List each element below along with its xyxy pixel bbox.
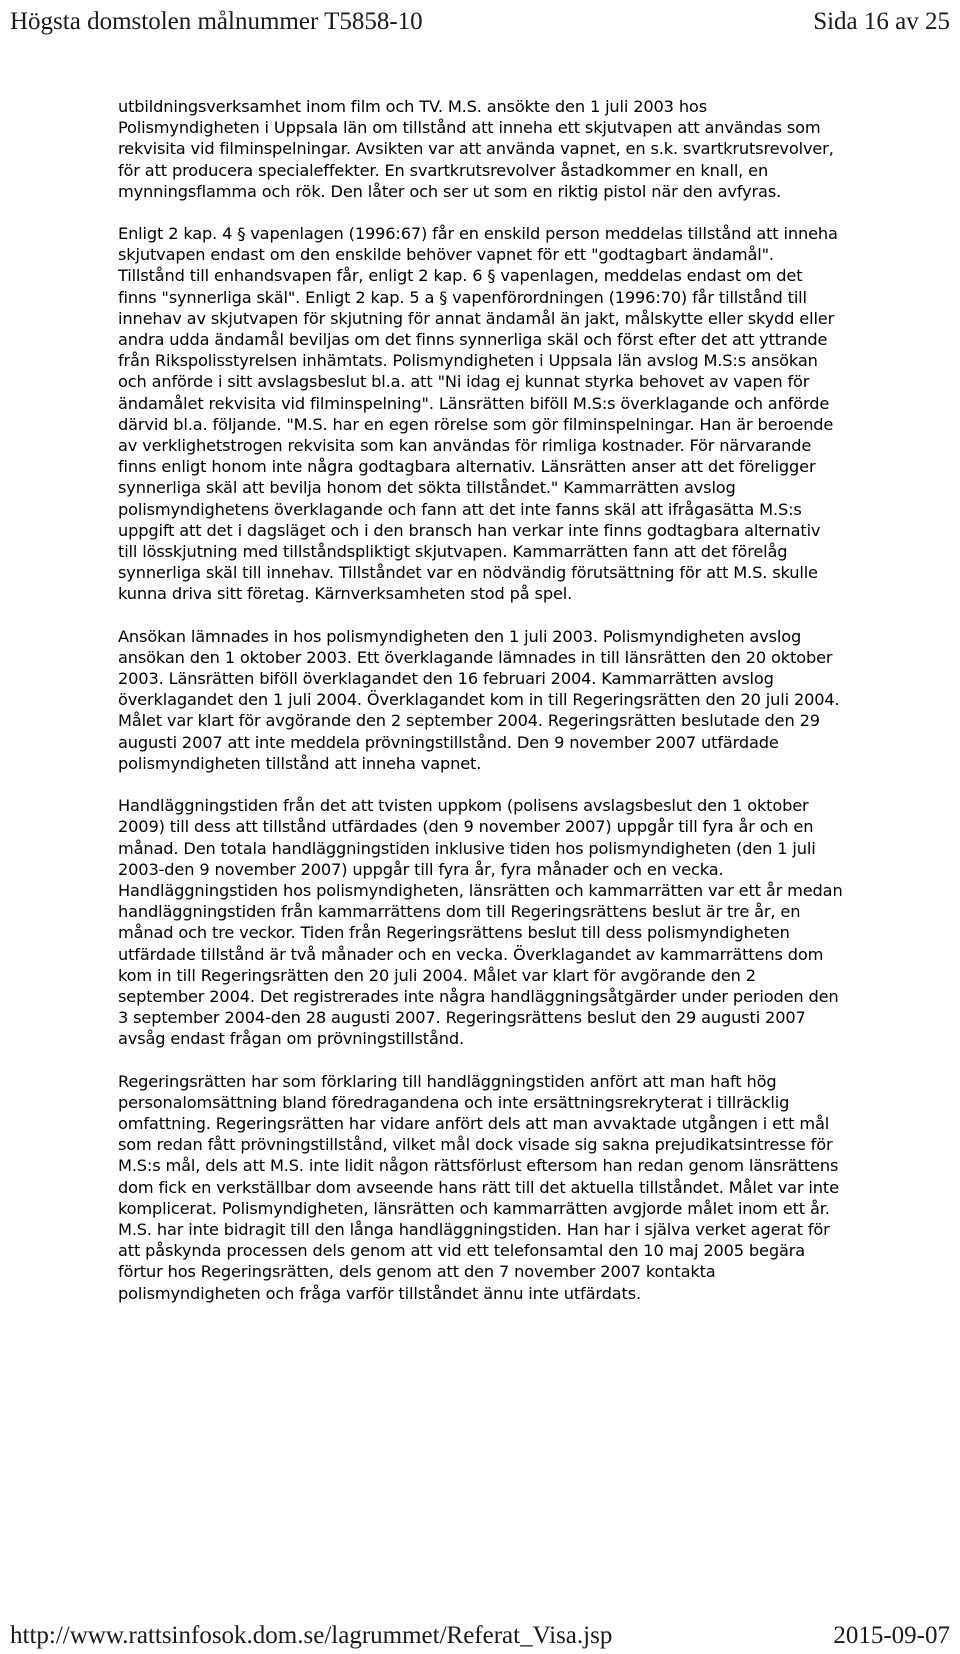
paragraph: Ansökan lämnades in hos polismyndigheten den 1 juli 2003. Polismyndigheten avslog ansökan den 1 oktober 2003. Ett överklagande lämnades in till länsrätten den 20 oktober 2003. Länsrätten biföll överklagandet den 16 februari 2004. Kammarrätten avslog överklagandet den 1 juli 2004. Överklagandet kom in till Regeringsrätten den 20 juli 2004. Målet var klart för avgörande den 2 september 2004. Regeringsrätten beslutade den 29 augusti 2007 att inte meddela prövningstillstånd. Den 9 november 2007 utfärdade polismyndigheten tillstånd att inneha vapnet. (118, 626, 840, 773)
page-footer (10, 1622, 950, 1654)
page-header (10, 8, 950, 48)
paragraph: utbildningsverksamhet inom film och TV. M.S. ansökte den 1 juli 2003 hos Polismyndigheten i Uppsala län om tillstånd att inneha ett skjutvapen att användas som rekvisita vid filminspelningar. Avsikten var att använda vapnet, en s.k. svartkrutsrevolver, för att producera specialeffekter. En svartkrutsrevolver åstadkommer en knall, en mynningsflamma och rök. Den låter och ser ut som en riktig pistol när den avfyras. (118, 97, 834, 201)
paragraph: Regeringsrätten har som förklaring till handläggningstiden anfört att man haft hög personalomsättning bland föredragandena och inte ersättningsrekryterat i tillräcklig omfattning. Regeringsrätten har vidare anfört dels att man avvaktade utgången i ett mål som redan fått prövningstillstånd, vilket mål dock visade sig sakna prejudikatsintresse för M.S:s mål, dels att M.S. inte lidit någon rättsförlust eftersom han redan genom länsrättens dom fick en verkställbar dom avseende hans rätt till det aktuella tillståndet. Målet var inte komplicerat. Polismyndigheten, länsrätten och kammarrätten avgjorde målet inom ett år. M.S. har inte bidragit till den långa handläggningstiden. Han har i själva verket agerat för att påskynda processen dels genom att vid ett telefonsamtal den 10 maj 2005 begära förtur hos Regeringsrätten, dels genom att den 7 november 2007 kontakta polismyndigheten och fråga varför tillståndet ännu inte utfärdats. (118, 1071, 839, 1303)
source-url: http://www.rattsinfosok.dom.se/lagrummet/Referat_Visa.jsp (10, 1622, 613, 1649)
page-number: Sida 16 av 25 (813, 8, 950, 35)
document-body (118, 96, 843, 1325)
print-date: 2015-09-07 (833, 1622, 950, 1649)
paragraph: Enligt 2 kap. 4 § vapenlagen (1996:67) får en enskild person meddelas tillstånd att inneha skjutvapen endast om den enskilde behöver vapnet för ett "godtagbart ändamål". Tillstånd till enhandsvapen får, enligt 2 kap. 6 § vapenlagen, meddelas endast om det finns "synnerliga skäl". Enligt 2 kap. 5 a § vapenförordningen (1996:70) får tillstånd till innehav av skjutvapen för skjutning för annat ändamål än jakt, målskytte eller skydd eller andra udda ändamål beviljas om det finns synnerliga skäl och först efter det att yttrande från Rikspolisstyrelsen inhämtats. Polismyndigheten i Uppsala län avslog M.S:s ansökan och anförde i sitt avslagsbeslut bl.a. att "Ni idag ej kunnat styrka behovet av vapen för ändamålet rekvisita vid filminspelning". Länsrätten biföll M.S:s överklagande och anförde därvid bl.a. följande. "M.S. har en egen rörelse som gör filminspelningar. Han är beroende av verklighetstrogen rekvisita som kan användas för rimliga kostnader. För närvarande finns enligt honom inte några godtagbara alternativ. Länsrätten anser att det föreligger synnerliga skäl att bevilja honom det sökta tillståndet." Kammarrätten avslog polismyndighetens överklagande och fann att det inte fanns skäl att ifrågasätta M.S:s uppgift att det i dagsläget och i den bransch han verkar inte finns godtagbara alternativ till lösskjutning med tillståndspliktigt skjutvapen. Kammarrätten fann att det förelåg synnerliga skäl till innehav. Tillståndet var en nödvändig förutsättning för att M.S. skulle kunna driva sitt företag. Kärnverksamheten stod på spel. (118, 224, 838, 604)
paragraph: Handläggningstiden från det att tvisten uppkom (polisens avslagsbeslut den 1 oktober 2009) till dess att tillstånd utfärdades (den 9 november 2007) uppgår till fyra år och en månad. Den totala handläggningstiden inklusive tiden hos polismyndigheten (den 1 juli 2003-den 9 november 2007) uppgår till fyra år, fyra månader och en vecka. Handläggningstiden hos polismyndigheten, länsrätten och kammarrätten var ett år medan handläggningstiden från kammarrättens dom till Regeringsrättens beslut är tre år, en månad och tre veckor. Tiden från Regeringsrättens beslut till dess polismyndigheten utfärdade tillstånd är två månader och en vecka. Överklagandet av kammarrättens dom kom in till Regeringsrätten den 20 juli 2004. Målet var klart för avgörande den 2 september 2004. Det registrerades inte några handläggningsåtgärder under perioden den 3 september 2004-den 28 augusti 2007. Regeringsrättens beslut den 29 augusti 2007 avsåg endast frågan om prövningstillstånd. (118, 796, 843, 1049)
document-title: Högsta domstolen målnummer T5858-10 (10, 8, 423, 35)
